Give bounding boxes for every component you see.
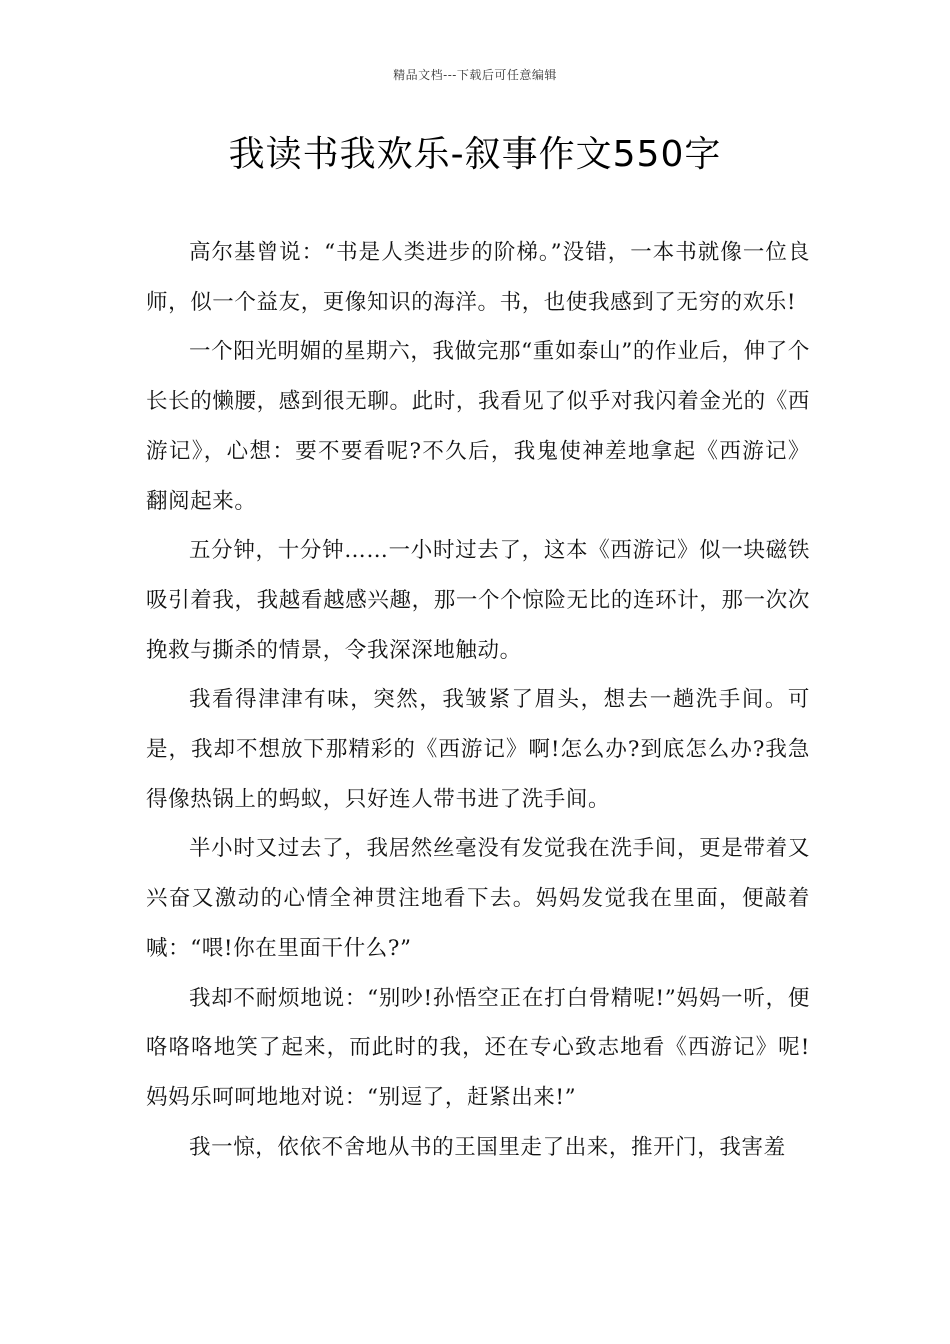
paragraph-1: 高尔基曾说：“书是人类进步的阶梯。”没错，一本书就像一位良师，似一个益友，更像知识的海洋。书，也使我感到了无穷的欢乐! (146, 240, 810, 315)
paragraph-4: 我看得津津有味，突然，我皱紧了眉头，想去一趟洗手间。可是，我却不想放下那精彩的《西游记》啊!怎么办?到底怎么办?我急得像热锅上的蚂蚁，只好连人带书进了洗手间。 (146, 687, 810, 812)
paragraph-2: 一个阳光明媚的星期六，我做完那“重如泰山”的作业后，伸了个长长的懒腰，感到很无聊。此时，我看见了似乎对我闪着金光的《西游记》，心想：要不要看呢?不久后，我鬼使神差地拿起《西游记》翻阅起来。 (146, 339, 810, 514)
document-body (146, 228, 810, 1172)
paragraph-6: 我却不耐烦地说：“别吵!孙悟空正在打白骨精呢!”妈妈一听，便咯咯咯地笑了起来，而此时的我，还在专心致志地看《西游记》呢!妈妈乐呵呵地地对说：“别逗了，赶紧出来!” (146, 985, 810, 1110)
paragraph-7: 我一惊，依依不舍地从书的王国里走了出来，推开门，我害羞 (189, 1134, 786, 1160)
header-note: 精品文档---下载后可任意编辑 (393, 68, 557, 82)
paragraph-3: 五分钟，十分钟……一小时过去了，这本《西游记》似一块磁铁吸引着我，我越看越感兴趣，那一个个惊险无比的连环计，那一次次挽救与撕杀的情景，令我深深地触动。 (146, 538, 810, 663)
document-title: 我读书我欢乐-叙事作文550字 (228, 134, 722, 175)
paragraph-5: 半小时又过去了，我居然丝毫没有发觉我在洗手间，更是带着又兴奋又激动的心情全神贯注地看下去。妈妈发觉我在里面，便敲着喊：“喂!你在里面干什么?” (146, 836, 810, 961)
